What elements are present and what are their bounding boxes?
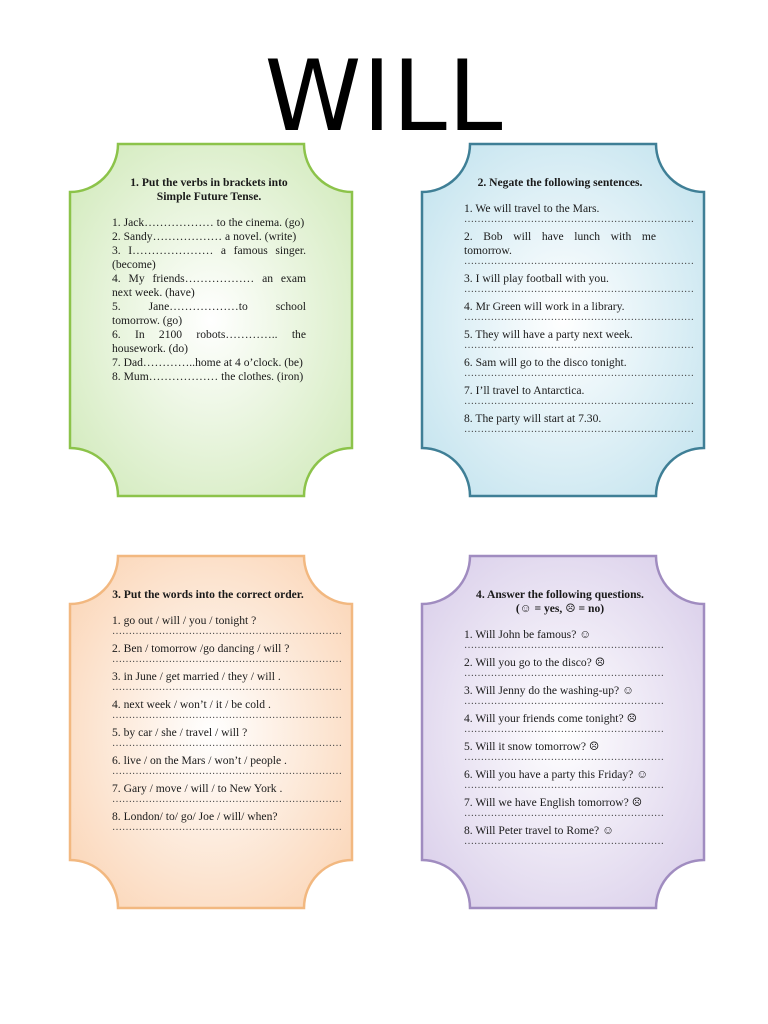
- exercise-2-item-7: 7. I’ll travel to Antarctica.: [464, 384, 585, 397]
- exercise-3-heading: 3. Put the words into the correct order.: [112, 588, 304, 601]
- exercise-3-item-3: 3. in June / get married / they / will .: [112, 670, 281, 683]
- answer-line: ……………………………………………………………: [112, 738, 342, 749]
- exercise-2-heading: 2. Negate the following sentences.: [477, 176, 643, 189]
- exercise-4-heading: [464, 588, 656, 616]
- exercise-4-item-2: 2. Will you go to the disco? ☹: [464, 656, 606, 669]
- exercise-2-item-5: 5. They will have a party next week.: [464, 328, 633, 341]
- answer-line: ……………………………………………………………: [112, 626, 342, 637]
- answer-line: ……………………………………………………: [464, 724, 664, 735]
- answer-line: ……………………………………………………………: [112, 794, 342, 805]
- exercise-3-item-5: 5. by car / she / travel / will ?: [112, 726, 248, 739]
- answer-line: ……………………………………………………: [464, 668, 664, 679]
- exercise-3-item-6: 6. live / on the Mars / won’t / people .: [112, 754, 287, 767]
- answer-line: ……………………………………………………………: [464, 256, 694, 267]
- exercise-4-item-6: 6. Will you have a party this Friday? ☺: [464, 768, 649, 781]
- answer-line: ……………………………………………………………: [112, 682, 342, 693]
- answer-line: ……………………………………………………………: [112, 766, 342, 777]
- exercise-1-item-4: 4. My friends……………… an exam next week. (have): [112, 272, 306, 299]
- answer-line: ……………………………………………………………: [464, 312, 694, 323]
- exercise-3-item-2: 2. Ben / tomorrow /go dancing / will ?: [112, 642, 290, 655]
- exercise-1-item-3: 3. I………………… a famous singer. (become): [112, 244, 306, 271]
- exercise-1-item-8: 8. Mum……………… the clothes. (iron): [112, 370, 304, 383]
- exercise-1-item-5: 5. Jane………………to school tomorrow. (go): [112, 300, 306, 327]
- exercise-card-4: [420, 554, 706, 910]
- exercise-2-item-4: 4. Mr Green will work in a library.: [464, 300, 625, 313]
- exercise-4-item-4: 4. Will your friends come tonight? ☹: [464, 712, 637, 725]
- exercise-4-heading-line-2: (☺ = yes, ☹ = no): [515, 602, 605, 615]
- exercise-2-item-2: 2. Bob will have lunch with me tomorrow.: [464, 230, 656, 257]
- worksheet-title: WILL: [264, 40, 504, 154]
- exercise-2-item-6: 6. Sam will go to the disco tonight.: [464, 356, 627, 369]
- answer-line: ……………………………………………………………: [464, 396, 694, 407]
- exercise-1-item-7: 7. Dad…………..home at 4 o’clock. (be): [112, 356, 303, 369]
- exercise-card-3: [68, 554, 354, 910]
- exercise-4-item-7: 7. Will we have English tomorrow? ☹: [464, 796, 643, 809]
- answer-line: ……………………………………………………………: [464, 368, 694, 379]
- exercise-1-item-2: 2. Sandy……………… a novel. (write): [112, 230, 297, 243]
- answer-line: ……………………………………………………………: [464, 424, 694, 435]
- answer-line: ……………………………………………………: [464, 640, 664, 651]
- exercise-2-item-1: 1. We will travel to the Mars.: [464, 202, 600, 215]
- exercise-3-item-4: 4. next week / won’t / it / be cold .: [112, 698, 271, 711]
- answer-line: ……………………………………………………: [464, 752, 664, 763]
- answer-line: ……………………………………………………………: [464, 340, 694, 351]
- exercise-4-item-8: 8. Will Peter travel to Rome? ☺: [464, 824, 614, 837]
- answer-line: ……………………………………………………………: [112, 710, 342, 721]
- exercise-4-item-5: 5. Will it snow tomorrow? ☹: [464, 740, 600, 753]
- answer-line: ……………………………………………………: [464, 836, 664, 847]
- exercise-1-heading: 1. Put the verbs in brackets into Simple Future Tense.: [130, 176, 288, 203]
- exercise-card-2: [420, 142, 706, 498]
- exercise-2-item-3: 3. I will play football with you.: [464, 272, 609, 285]
- answer-line: ……………………………………………………: [464, 808, 664, 819]
- exercise-4-item-3: 3. Will Jenny do the washing-up? ☺: [464, 684, 634, 697]
- exercise-4-heading-line-1: 4. Answer the following questions.: [476, 588, 644, 601]
- exercise-3-item-7: 7. Gary / move / will / to New York .: [112, 782, 283, 795]
- answer-line: ……………………………………………………………: [112, 822, 342, 833]
- exercise-3-item-8: 8. London/ to/ go/ Joe / will/ when?: [112, 810, 278, 823]
- answer-line: ……………………………………………………………: [464, 214, 694, 225]
- answer-line: ……………………………………………………………: [464, 284, 694, 295]
- answer-line: ……………………………………………………: [464, 696, 664, 707]
- exercise-1-item-1: 1. Jack……………… to the cinema. (go): [112, 216, 305, 229]
- answer-line: ……………………………………………………………: [112, 654, 342, 665]
- exercise-4-item-1: 1. Will John be famous? ☺: [464, 628, 592, 641]
- exercise-3-item-1: 1. go out / will / you / tonight ?: [112, 614, 257, 627]
- exercise-2-item-8: 8. The party will start at 7.30.: [464, 412, 602, 425]
- exercise-card-1: [68, 142, 354, 498]
- answer-line: ……………………………………………………: [464, 780, 664, 791]
- exercise-1-item-6: 6. In 2100 robots………….. the housework. (do): [112, 328, 306, 355]
